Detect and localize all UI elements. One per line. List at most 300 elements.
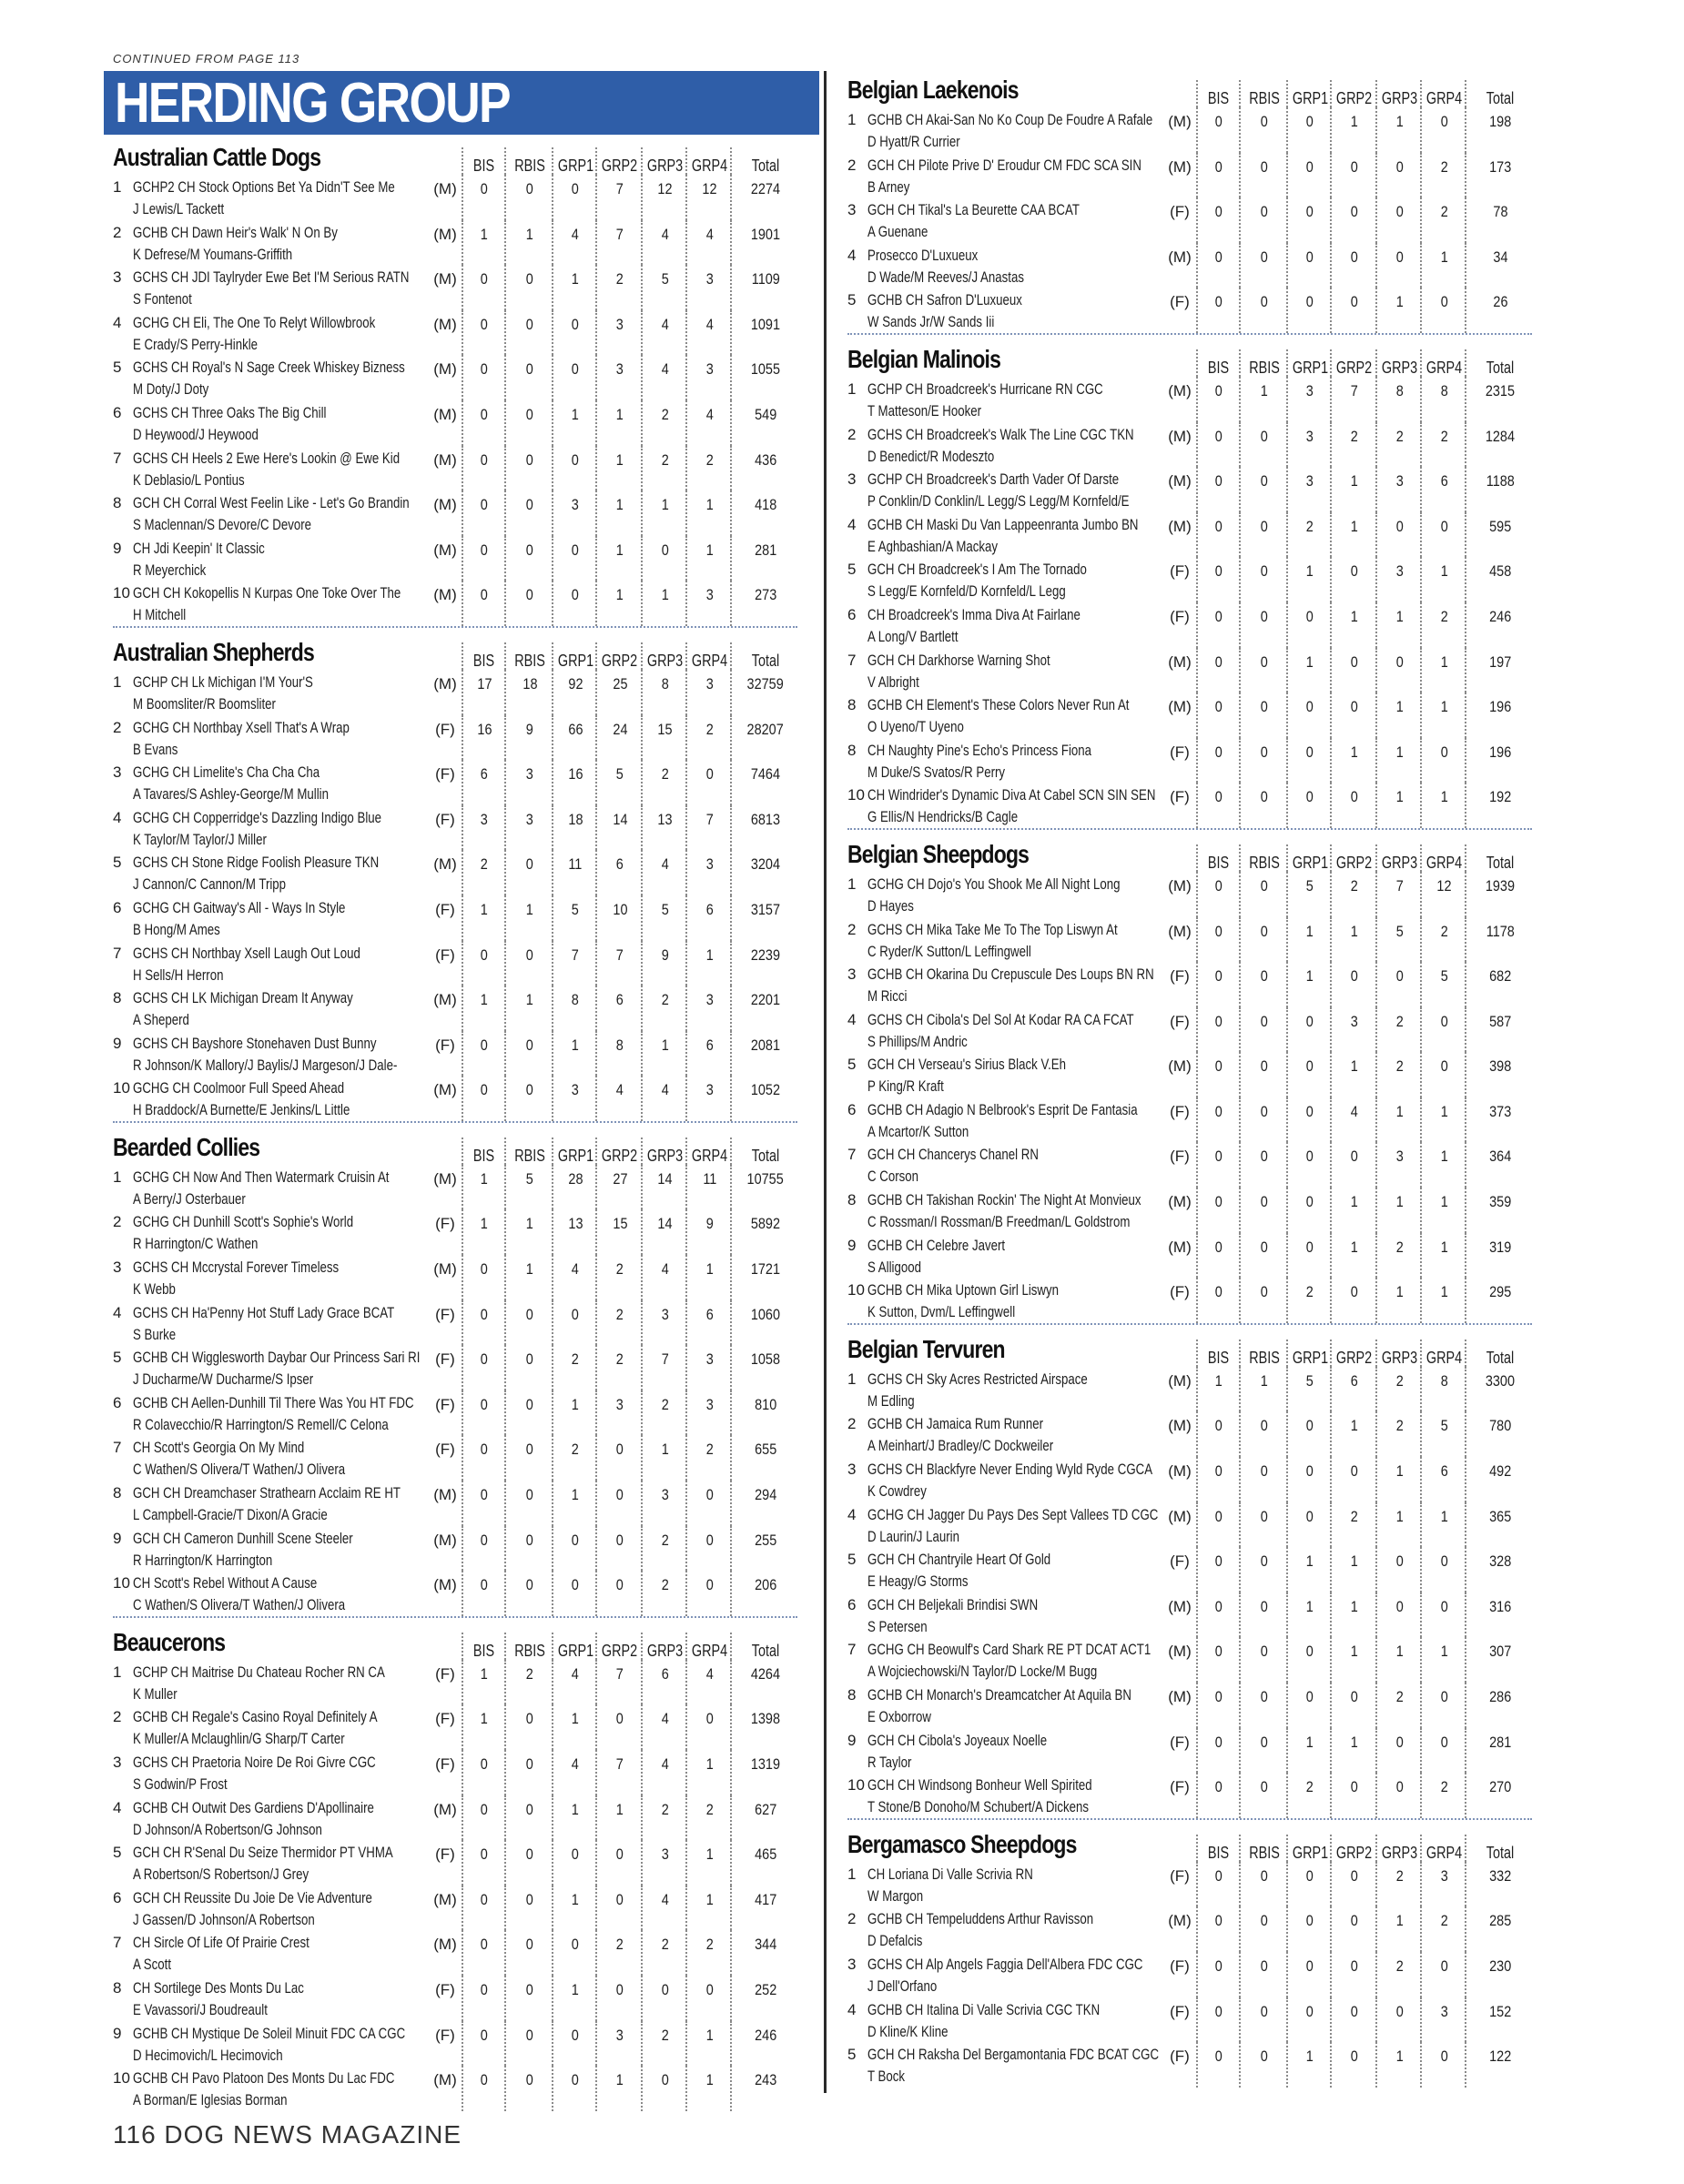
stat-value: 12 [657,180,673,197]
stat-value: 1 [615,496,624,514]
dog-owners: A Sheperd [133,1011,189,1029]
dog-owners: D Hyatt/R Currier [867,133,960,150]
stat-value: 0 [1350,2002,1359,2020]
stat-value: 2 [1395,1956,1404,1975]
stat-value: 0 [1260,788,1269,806]
stat-grp3 [641,310,687,356]
column-header-grp1 [552,1633,597,1660]
dog-name: GCHB CH Element's These Colors Never Run At [867,696,1130,714]
stat-value: 0 [1260,113,1269,130]
rank-number: 8 [847,741,857,759]
stat-bis [462,310,505,356]
column-header-bis [1196,1835,1240,1862]
dog-owners: S Alligood [867,1258,921,1276]
stat-value: 0 [1260,1688,1269,1705]
column-header-total [1465,1835,1534,1862]
stat-rbis [1239,422,1288,468]
stat-value: 0 [705,765,714,784]
stat-bis [462,1481,505,1526]
stat-rbis [1239,1997,1288,2043]
ranking-row [113,175,797,220]
stat-grp1 [552,1076,597,1121]
dog-owners: D Hecimovich/L Hecimovich [133,2046,283,2064]
stat-value: 0 [1260,607,1269,625]
stat-value: 0 [1350,1778,1359,1796]
stat-value: 281 [754,541,777,559]
stat-grp2 [595,941,643,986]
stat-grp3 [641,1390,687,1436]
stat-grp4 [1420,783,1466,828]
stat-value: 4 [705,1664,714,1683]
stat-value: 0 [480,1081,489,1099]
stat-value: 5 [1305,1371,1314,1390]
stat-rbis [504,1481,553,1526]
stat-grp3 [1375,1592,1422,1638]
stat-grp2 [595,1886,643,1931]
stat-value: 0 [525,1936,534,1954]
ranking-row [847,422,1532,468]
stat-grp4 [685,310,732,356]
stat-grp4 [1420,648,1466,693]
stat-grp1 [552,941,597,986]
stat-value: 0 [1214,1552,1223,1571]
stat-value: 1 [615,586,624,604]
ranking-row [847,1997,1532,2043]
stat-value: 2 [1395,1417,1404,1435]
stat-value: 1 [571,405,580,423]
column-header-grp2 [595,642,643,670]
stat-rbis [504,1165,553,1210]
dog-sex: (F) [435,945,455,964]
ranking-row [113,1526,797,1572]
rank-number: 4 [847,1010,857,1028]
stat-value: 4 [615,1081,624,1099]
column-header-grp1 [552,1138,597,1165]
stat-value: 285 [1488,1912,1512,1930]
column-divider [824,71,827,2093]
rank-number: 5 [847,1551,857,1569]
stat-grp3 [1375,1411,1422,1457]
stat-value: 1 [1350,1733,1359,1751]
stat-grp4 [1420,1188,1466,1233]
stat-value: 12 [1436,876,1452,895]
stat-grp3 [641,850,687,895]
stat-value: 1 [1350,1238,1359,1256]
stat-value: 0 [480,1036,489,1054]
stat-value: 0 [525,1800,534,1818]
stat-value: 1 [1440,1193,1448,1211]
stat-value: 1 [525,1215,534,1233]
rank-number: 4 [113,1303,122,1321]
dog-sex: (F) [435,1215,455,1233]
stat-grp1 [552,490,597,536]
stat-value: 307 [1488,1643,1512,1661]
stat-grp1 [1286,1188,1332,1233]
stat-value: 0 [1260,1417,1269,1435]
stat-bis [1196,288,1240,333]
stat-rbis [1239,1278,1288,1323]
stat-value: 0 [480,315,489,333]
stat-value: 2 [615,1305,624,1323]
stat-bis [462,2066,505,2111]
ranking-row [113,941,797,986]
column-header-grp3 [641,147,687,175]
stat-value: 0 [480,360,489,379]
dog-name: GCH CH Corral West Feelin Like - Let's Go Brandin [133,494,410,512]
stat-grp3 [1375,1952,1422,1997]
stat-grp3 [1375,783,1422,828]
stat-rbis [504,670,553,715]
dog-owners: K Sutton, Dvm/L Leffingwell [867,1303,1016,1321]
column-header-grp1 [1286,349,1332,377]
stat-value: 1 [571,1036,580,1054]
stat-value: 332 [1488,1866,1512,1885]
stat-value: 359 [1488,1193,1512,1211]
stat-value: 0 [571,360,580,379]
stat-value: 1 [1440,1102,1448,1120]
stat-value: 0 [480,1576,489,1594]
stat-value: 1 [1395,1193,1404,1211]
stat-rbis [504,175,553,220]
stat-value: 1 [1395,788,1404,806]
ranking-row [847,288,1532,333]
stat-grp2 [1330,1367,1377,1412]
ranking-row [847,872,1532,917]
stat-bis [1196,1233,1240,1279]
column-header-label: BIS [473,157,495,175]
section-header [113,1623,797,1660]
stat-total [730,1165,799,1210]
column-header-label: RBIS [514,157,545,175]
stat-grp1 [552,760,597,805]
stat-grp1 [1286,1278,1332,1323]
stat-grp4 [685,805,732,851]
stat-bis [1196,1683,1240,1728]
stat-value: 3 [480,810,489,828]
stat-value: 2 [1440,203,1448,221]
stat-value: 3 [571,1081,580,1099]
stat-value: 0 [480,1305,489,1323]
dog-name: GCHS CH Broadcreek's Walk The Line CGC TKN [867,425,1134,443]
stat-value: 0 [615,1845,624,1864]
stat-grp3 [641,1300,687,1346]
dog-sex: (M) [1168,472,1192,490]
stat-value: 1 [571,1395,580,1413]
stat-value: 0 [705,1531,714,1549]
rank-number: 3 [847,1955,857,1973]
dog-owners: T Matteson/E Hooker [867,401,982,420]
rank-number: 1 [847,1865,857,1883]
stat-bis [462,1300,505,1346]
rank-number: 9 [113,1529,122,1547]
stat-value: 0 [615,1710,624,1728]
stat-value: 1 [1440,652,1448,671]
stat-value: 0 [1214,1057,1223,1076]
stat-grp2 [1330,783,1377,828]
stat-grp1 [1286,2042,1332,2088]
breed-name: Belgian Sheepdogs [847,839,1030,868]
stat-value: 0 [1440,293,1448,311]
stat-grp2 [1330,872,1377,917]
stat-total [730,1435,799,1481]
dog-owners: W Sands Jr/W Sands Iii [867,313,995,331]
stat-bis [1196,1142,1240,1188]
breed-section [113,633,797,1123]
rank-number: 8 [113,989,122,1007]
stat-grp2 [1330,1052,1377,1097]
rank-number: 10 [847,1776,865,1795]
dog-name: GCHG CH Beowulf's Card Shark RE PT DCAT ACT1 [867,1641,1151,1659]
dog-name: CH Broadcreek's Imma Diva At Fairlane [867,605,1080,623]
stat-total [1465,738,1534,784]
stat-grp2 [1330,602,1377,648]
stat-total [730,2021,799,2067]
dog-sex: (M) [433,1486,457,1504]
dog-name: GCHS CH Cibola's Del Sol At Kodar RA CA FCAT [867,1010,1134,1028]
stat-value: 6 [705,1305,714,1323]
stat-value: 152 [1488,2002,1512,2020]
stat-grp2 [1330,1278,1377,1323]
stat-value: 810 [754,1395,777,1413]
dog-name: GCH CH Cameron Dunhill Scene Steeler [133,1529,353,1547]
stat-total [1465,467,1534,512]
stat-value: 0 [661,541,669,559]
rank-number: 9 [113,2024,122,2042]
stat-value: 0 [1214,1283,1223,1301]
stat-value: 3 [615,1395,624,1413]
stat-rbis [504,310,553,356]
stat-value: 6 [1440,472,1448,490]
stat-rbis [1239,872,1288,917]
stat-value: 1 [1395,1283,1404,1301]
stat-grp4 [1420,1457,1466,1502]
stat-value: 0 [1350,2048,1359,2066]
group-title-banner [104,71,819,135]
dog-owners: G Ellis/N Hendricks/B Cagle [867,808,1019,826]
ranking-row [847,107,1532,153]
column-header-label: RBIS [514,651,545,670]
stat-value: 7464 [750,765,781,784]
stat-value: 0 [1214,1102,1223,1120]
stat-value: 4 [661,1081,669,1099]
column-header-label: BIS [1208,1348,1230,1367]
stat-grp3 [641,986,687,1031]
column-header-grp3 [1375,349,1422,377]
stat-value: 0 [1260,1643,1269,1661]
ranking-row [847,153,1532,198]
stat-grp2 [1330,648,1377,693]
rank-number: 10 [113,1574,130,1592]
stat-value: 0 [1214,1148,1223,1166]
dog-sex: (M) [433,586,457,604]
stat-total [730,1526,799,1572]
dog-name: Prosecco D'Luxueux [867,246,979,264]
stat-total [1465,1773,1534,1818]
dog-sex: (M) [433,1800,457,1818]
dog-owners: C Wathen/S Olivera/T Wathen/J Olivera [133,1596,346,1614]
stat-bis [462,1076,505,1121]
column-header-total [1465,1340,1534,1367]
stat-value: 8 [661,674,669,693]
stat-value: 0 [1395,1552,1404,1571]
rank-number: 1 [113,672,122,691]
stat-value: 0 [615,1980,624,1998]
ranking-row [113,1031,797,1077]
column-header-label: GRP3 [646,651,684,670]
stat-total [1465,1052,1534,1097]
stat-grp2 [595,760,643,805]
stat-rbis [1239,1547,1288,1592]
column-header-grp2 [1330,349,1377,377]
stat-grp3 [1375,153,1422,198]
ranking-row [847,738,1532,784]
stat-value: 0 [480,1441,489,1459]
column-header-bis [1196,1340,1240,1367]
stat-value: 2 [661,1395,669,1413]
dog-sex: (M) [433,315,457,333]
rank-number: 10 [847,786,865,804]
stat-value: 25 [612,674,628,693]
stat-value: 6 [480,765,489,784]
stat-grp4 [1420,1278,1466,1323]
stat-bis [1196,738,1240,784]
stat-grp2 [595,715,643,761]
ranking-row [113,895,797,941]
dog-name: GCHS CH Alp Angels Faggia Dell'Albera FDC CGC [867,1955,1143,1973]
stat-value: 0 [1214,1597,1223,1615]
dog-owners: S Fontenot [133,290,192,308]
section-header [113,138,797,175]
stat-grp2 [1330,1457,1377,1502]
stat-grp2 [595,1076,643,1121]
ranking-row [113,670,797,715]
dog-owners: M Duke/S Svatos/R Perry [867,763,1006,781]
rank-number: 7 [847,1146,857,1164]
dog-owners: C Ryder/K Sutton/L Leffingwell [867,942,1031,960]
stat-grp3 [641,1481,687,1526]
column-header-label: GRP4 [691,157,728,175]
rank-number: 2 [113,1213,122,1231]
dog-sex: (F) [1170,607,1190,625]
stat-grp2 [595,1795,643,1841]
stat-value: 0 [1260,1866,1269,1885]
stat-rbis [504,1031,553,1077]
column-header-label: Total [751,1641,780,1660]
stat-bis [462,760,505,805]
column-header-bis [462,642,505,670]
column-header-total [730,642,799,670]
column-header-bis [462,1633,505,1660]
stat-total [1465,1502,1534,1548]
stat-grp2 [1330,422,1377,468]
stat-grp4 [685,355,732,400]
stat-grp2 [595,895,643,941]
ranking-row [847,1728,1532,1774]
stat-bis [1196,1007,1240,1053]
stat-rbis [1239,1188,1288,1233]
stat-grp1 [552,1571,597,1616]
stat-grp3 [641,446,687,491]
dog-name: GCHB CH Wigglesworth Daybar Our Princess Sari RI [133,1349,421,1367]
continued-note: CONTINUED FROM PAGE 113 [113,52,300,66]
stat-grp3 [641,1435,687,1481]
dog-sex: (F) [435,1664,455,1683]
dog-owners: M Boomsliter/R Boomsliter [133,694,276,713]
rank-number: 2 [847,1415,857,1433]
stat-value: 3 [705,674,714,693]
stat-bis [462,941,505,986]
stat-value: 92 [567,674,583,693]
column-header-label: GRP2 [1336,358,1373,377]
column-header-label: Total [1486,89,1515,107]
stat-value: 0 [480,405,489,423]
stat-grp2 [1330,1997,1377,2043]
stat-value: 0 [1260,562,1269,581]
stat-total [730,220,799,266]
stat-value: 0 [525,1395,534,1413]
dog-sex: (F) [435,1755,455,1773]
stat-total [730,1300,799,1346]
stat-value: 0 [480,1350,489,1369]
column-header-label: GRP4 [691,1146,728,1165]
dog-sex: (F) [1170,743,1190,761]
rank-number: 3 [113,1259,122,1277]
stat-value: 1901 [750,225,781,243]
stat-total [1465,1188,1534,1233]
stat-grp2 [1330,1906,1377,1952]
stat-grp4 [1420,1997,1466,2043]
stat-rbis [504,2021,553,2067]
dog-name: GCH CH Beljekali Brindisi SWN [867,1595,1039,1613]
stat-value: 436 [754,450,777,469]
stat-grp3 [641,805,687,851]
stat-value: 1 [480,991,489,1009]
rank-number: 4 [113,808,122,826]
stat-value: 16 [476,720,492,738]
column-header-grp4 [1420,844,1466,872]
stat-total [1465,1862,1534,1907]
stat-value: 1 [1440,698,1448,716]
group-title: HERDING GROUP [115,72,510,135]
stat-value: 1 [705,945,714,964]
stat-value: 1052 [750,1081,781,1099]
stat-bis [462,1209,505,1255]
column-header-label: GRP3 [1381,853,1418,872]
stat-grp1 [1286,917,1332,963]
rank-number: 9 [847,1731,857,1749]
stat-value: 0 [1214,876,1223,895]
stat-grp4 [685,895,732,941]
stat-rbis [504,1795,553,1841]
stat-grp2 [595,446,643,491]
stat-value: 1 [1260,1371,1269,1390]
stat-value: 0 [571,1305,580,1323]
column-header-grp1 [552,147,597,175]
stat-rbis [1239,783,1288,828]
stat-value: 3 [705,360,714,379]
stat-grp4 [685,400,732,446]
stat-grp4 [685,490,732,536]
stat-value: 28207 [746,720,785,738]
dog-sex: (F) [435,900,455,918]
stat-grp3 [1375,288,1422,333]
stat-rbis [504,1886,553,1931]
rank-number: 5 [113,854,122,872]
ranking-row [847,648,1532,693]
stat-value: 2 [1305,517,1314,535]
stat-value: 0 [1214,1643,1223,1661]
stat-value: 3 [1305,427,1314,445]
